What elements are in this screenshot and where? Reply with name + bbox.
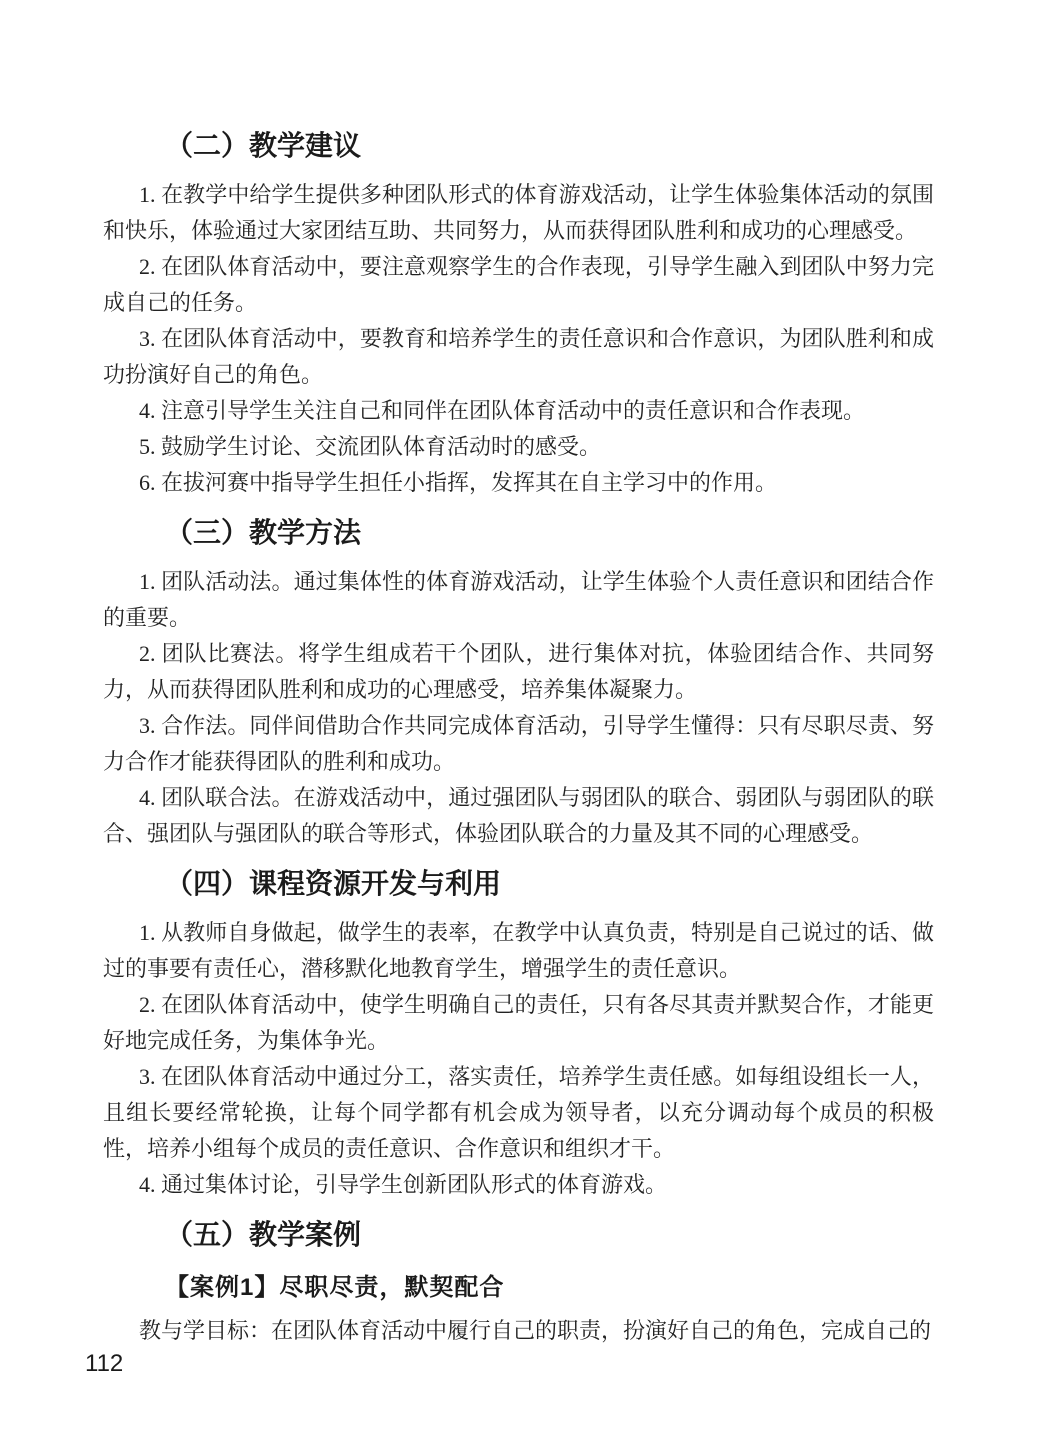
section-heading-teaching-cases: （五）教学案例 <box>165 1220 362 1251</box>
paragraph: 3. 合作法。同伴间借助合作共同完成体育活动，引导学生懂得：只有尽职尽责、努力合作才能获得团队的胜利和成功。 <box>103 713 934 774</box>
paragraph: 2. 团队比赛法。将学生组成若干个团队，进行集体对抗，体验团结合作、共同努力，从而获得团队胜利和成功的心理感受，培养集体凝聚力。 <box>103 641 934 702</box>
paragraph: 2. 在团队体育活动中，使学生明确自己的责任，只有各尽其责并默契合作，才能更好地完成任务，为集体争光。 <box>103 992 934 1053</box>
section-heading-teaching-methods: （三）教学方法 <box>165 518 362 549</box>
section-heading-teaching-suggestions: （二）教学建议 <box>165 131 362 162</box>
paragraph: 1. 在教学中给学生提供多种团队形式的体育游戏活动，让学生体验集体活动的氛围和快乐，体验通过大家团结互助、共同努力，从而获得团队胜利和成功的心理感受。 <box>103 182 934 243</box>
paragraph: 2. 在团队体育活动中，要注意观察学生的合作表现，引导学生融入到团队中努力完成自己的任务。 <box>103 254 934 315</box>
paragraph: 3. 在团队体育活动中通过分工，落实责任，培养学生责任感。如每组设组长一人，且组长要经常轮换，让每个同学都有机会成为领导者，以充分调动每个成员的积极性，培养小组每个成员的责任意识、合作意识和组织才干。 <box>103 1064 934 1161</box>
section-teaching-cases <box>103 1219 934 1349</box>
paragraph: 1. 团队活动法。通过集体性的体育游戏活动，让学生体验个人责任意识和团结合作的重要。 <box>103 569 934 630</box>
paragraph: 6. 在拔河赛中指导学生担任小指挥，发挥其在自主学习中的作用。 <box>139 470 778 495</box>
paragraph: 4. 注意引导学生关注自己和同伴在团队体育活动中的责任意识和合作表现。 <box>139 398 866 423</box>
section-teaching-suggestions <box>103 130 934 501</box>
section-heading-curriculum-resources: （四）课程资源开发与利用 <box>165 869 502 900</box>
page-number: 112 <box>85 1350 124 1377</box>
section-curriculum-resources <box>103 868 934 1203</box>
paragraph: 1. 从教师自身做起，做学生的表率，在教学中认真负责，特别是自己说过的话、做过的事要有责任心，潜移默化地教育学生，增强学生的责任意识。 <box>103 920 934 981</box>
textbook-page-content <box>103 130 934 1349</box>
paragraph: 3. 在团队体育活动中，要教育和培养学生的责任意识和合作意识，为团队胜利和成功扮演好自己的角色。 <box>103 326 934 387</box>
paragraph: 5. 鼓励学生讨论、交流团队体育活动时的感受。 <box>139 434 602 459</box>
section-teaching-methods <box>103 517 934 852</box>
paragraph: 4. 通过集体讨论，引导学生创新团队形式的体育游戏。 <box>139 1172 668 1197</box>
case-1-heading: 【案例1】尽职尽责，默契配合 <box>165 1274 505 1301</box>
paragraph: 教与学目标：在团队体育活动中履行自己的职责，扮演好自己的角色，完成自己的 <box>139 1318 932 1343</box>
paragraph: 4. 团队联合法。在游戏活动中，通过强团队与弱团队的联合、弱团队与弱团队的联合、强团队与强团队的联合等形式，体验团队联合的力量及其不同的心理感受。 <box>103 785 934 846</box>
